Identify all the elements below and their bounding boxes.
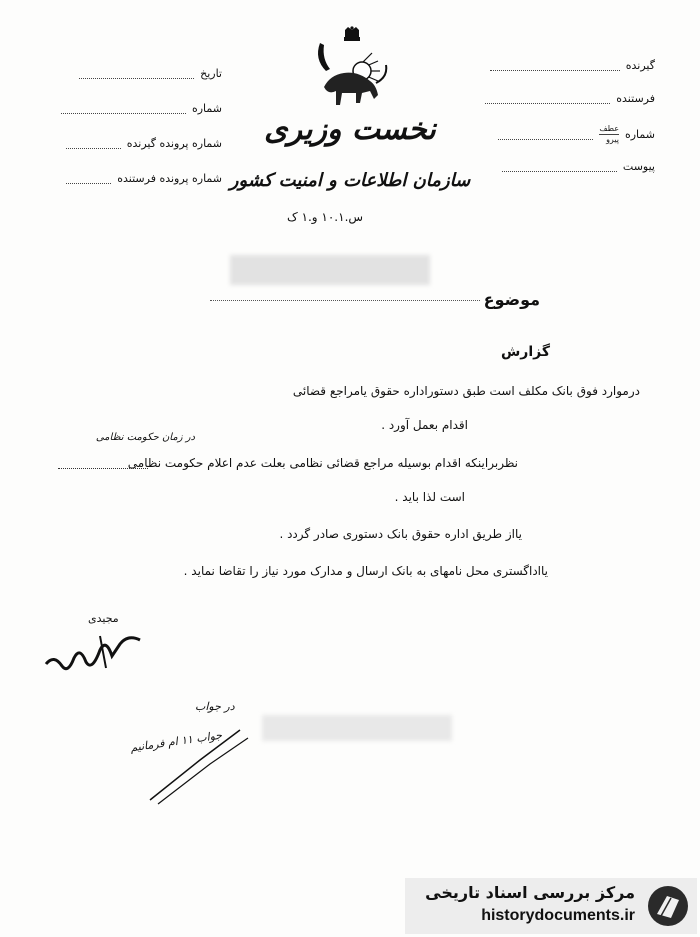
sender-file-label: شماره پرونده فرستنده: [117, 172, 222, 185]
lower-signature: [140, 720, 260, 810]
sender-label: فرستنده: [616, 92, 655, 105]
sender-field: [485, 92, 655, 105]
subject-dots: [210, 300, 480, 301]
number-field-right: [498, 124, 655, 145]
header-code: س.۱۰.۱ و.۱ ک: [286, 210, 364, 224]
body-line-3: نظربراینکه اقدام بوسیله مراجع قضائی نظامی بعلت عدم اعلام حکومت نظامی: [127, 456, 518, 470]
date-dots: [79, 68, 194, 79]
sender-file-field: [66, 172, 222, 185]
header-organization: سازمان اطلاعات و امنیت کشور: [229, 170, 471, 191]
follow-label: پیرو: [606, 135, 619, 144]
receiver-file-dots: [66, 138, 121, 149]
recipient-dots: [490, 60, 620, 71]
body-line-2: اقدام بعمل آورد .: [381, 418, 468, 432]
number-label-right: شماره: [624, 128, 655, 141]
author-name: مجیدی: [88, 612, 119, 625]
date-field: [79, 67, 222, 80]
sender-dots: [485, 93, 610, 104]
header-title: نخست وزیری: [264, 112, 436, 147]
attachment-field: [502, 160, 655, 173]
receiver-file-label: شماره پرونده گیرنده: [126, 137, 222, 150]
number-field-left: [61, 102, 222, 115]
report-heading: گزارش: [500, 344, 550, 360]
lower-note-1: در جواب: [195, 700, 235, 713]
recipient-label: گیرنده: [625, 59, 655, 72]
number-label-left: شماره: [191, 102, 222, 115]
watermark-name: مرکز بررسی اسناد تاریخی: [425, 883, 635, 902]
body-line-3-dots: [58, 468, 148, 469]
redacted-block: [230, 255, 430, 285]
ref-label: عطف: [599, 124, 619, 133]
body-line-4: است لذا باید .: [394, 490, 465, 504]
attachment-dots: [502, 161, 617, 172]
attachment-label: پیوست: [622, 160, 655, 173]
subject-label: موضوع: [483, 290, 540, 309]
handwritten-note: در زمان حکومت نظامی: [95, 432, 195, 443]
lion-sun-emblem: [312, 25, 392, 110]
number-dots-right: [498, 129, 593, 140]
body-line-6: یااداگستری محل نامهای به بانک ارسال و مدارک مورد نیاز را تقاضا نماید .: [183, 564, 548, 578]
sender-file-dots: [66, 173, 111, 184]
watermark-url: historydocuments.ir: [481, 907, 635, 924]
body-line-5: یااز طریق اداره حقوق بانک دستوری صادر گردد .: [279, 527, 522, 541]
number-dots-left: [61, 103, 186, 114]
lower-note-2: جواب ۱۱ ام فرمانیم: [129, 728, 223, 755]
author-signature: [40, 628, 150, 678]
date-label: تاریخ: [200, 67, 222, 80]
lower-redacted-block: [262, 715, 452, 741]
body-line-1: درموارد فوق بانک مکلف است طبق دستوراداره حقوق یامراجع قضائی: [292, 384, 640, 398]
number-sublabels: [599, 124, 619, 145]
receiver-file-field: [66, 137, 222, 150]
watermark: [405, 878, 697, 934]
archive-logo-icon: [645, 884, 691, 928]
recipient-field: [490, 59, 655, 72]
